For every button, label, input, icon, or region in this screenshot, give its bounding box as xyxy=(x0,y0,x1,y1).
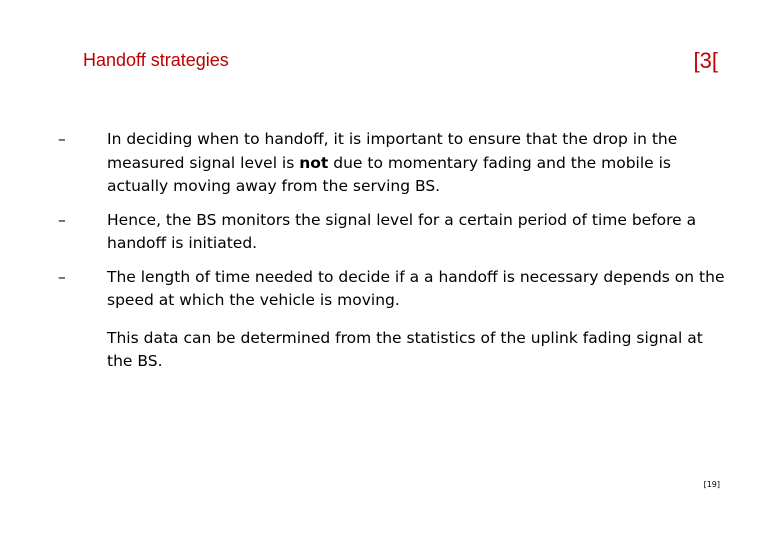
bullet-continuation xyxy=(58,327,728,374)
bullet-text: In deciding when to handoff, it is important to ensure that the drop in the measured signal level is xyxy=(107,130,678,172)
emphasis-text: not xyxy=(299,153,329,172)
dash-marker: – xyxy=(58,267,66,286)
bullet-text: due to momentary fading and the mobile is actually moving away from the serving BS. xyxy=(107,153,671,195)
bullet-item xyxy=(58,128,728,199)
dash-marker: – xyxy=(58,130,66,148)
bullet-item xyxy=(58,209,728,256)
bullet-list xyxy=(58,128,728,374)
dash-marker: – xyxy=(58,210,66,229)
bullet-item xyxy=(58,266,728,313)
bullet-text: This data can be determined from the statistics of the uplink fading signal at the BS. xyxy=(107,328,703,370)
page-number: [19] xyxy=(703,480,720,489)
slide-reference: [3[ xyxy=(693,48,718,73)
slide-title: Handoff strategies xyxy=(83,50,229,70)
bullet-text: Hence, the BS monitors the signal level for a certain period of time before a handoff is initiated. xyxy=(107,210,697,252)
bullet-text: The length of time needed to decide if a a handoff is necessary depends on the speed at which the vehicle is moving. xyxy=(107,267,725,309)
